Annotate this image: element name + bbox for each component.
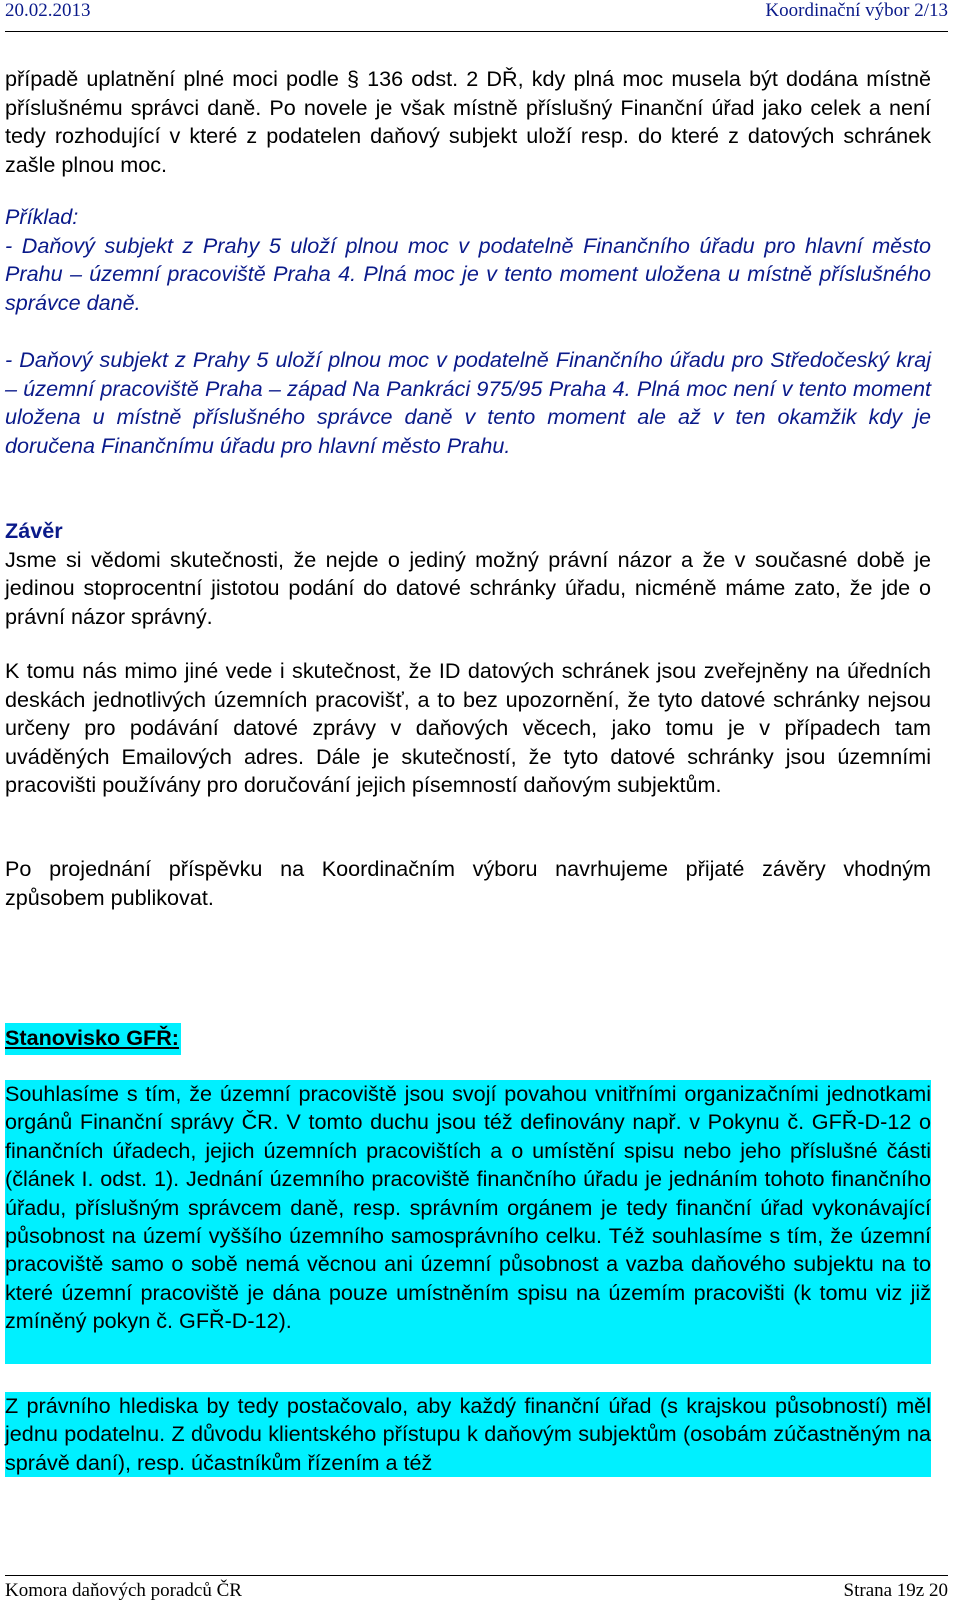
gfr-paragraph-1-text: Souhlasíme s tím, že územní pracoviště jsou svojí povahou vnitřními organizačními jednotkami orgánů Finanční správy ČR. V tomto duchu jsou též definovány např. v Pokynu č. GFŘ-D-12 o finančních úřadech, jejich územních pracovištích a o umístění spisu nebo jeho příslušné části (článek I. odst. 1). Jednání územního pracoviště finančního úřadu je jednáním tohoto finančního úřadu, příslušným správcem daně, resp. správním orgánem je tedy finanční úřad vykonávající působnost na území vyššího územního samosprávního celku. Též souhlasíme s tím, že územní pracoviště samo o sobě nemá věcnou ani územní působnost a vazba daňového subjektu na to které územní pracoviště je dána pouze umístněním spisu na územím pracovišti (k tomu viz již zmíněný pokyn č. GFŘ-D-12).	[5, 1081, 931, 1334]
header-divider	[5, 31, 948, 32]
header-date: 20.02.2013	[5, 0, 91, 21]
example-item-2: - Daňový subjekt z Prahy 5 uloží plnou moc v podatelně Finančního úřadu pro Středočeský kraj – územní pracoviště Praha – západ Na Pankráci 975/95 Praha 4. Plná moc není v tento moment uložena u místně příslušného správce daně v tento moment ale až v ten okamžik kdy je doručena Finančnímu úřadu pro hlavní město Prahu.	[5, 347, 931, 458]
footer-organization: Komora daňových poradců ČR	[5, 1580, 242, 1601]
example-label: Příklad:	[5, 204, 79, 229]
page-footer	[5, 1580, 948, 1602]
footer-page-number: Strana 19z 20	[843, 1580, 948, 1601]
footer-divider	[5, 1575, 948, 1576]
paragraph-reasoning: K tomu nás mimo jiné vede i skutečnost, že ID datových schránek jsou zveřejněny na úředních deskách jednotlivých územních pracovišť, a to bez upozornění, že tyto datové schránky nejsou určeny pro podávání datové zprávy v daňových věcech, jako tomu je v případech tam uváděných Emailových adres. Dále je skutečností, že tyto datové schránky jsou územními pracovišti používány pro doručování jejich písemností daňovým subjektům.	[5, 658, 931, 798]
example-item-1: - Daňový subjekt z Prahy 5 uloží plnou moc v podatelně Finančního úřadu pro hlavní město Prahu – územní pracoviště Praha 4. Plná moc je v tento moment uložena u místně příslušného správce daně.	[5, 232, 931, 315]
conclusion-text: Jsme si vědomi skutečnosti, že nejde o jediný možný právní názor a že v současné době je jedinou stoprocentní jistotou podání do datové schránky úřadu, nicméně máme zato, že jde o právní názor správný.	[5, 546, 931, 629]
gfr-paragraph-1	[5, 1080, 931, 1364]
paragraph-intro: případě uplatnění plné moci podle § 136 odst. 2 DŘ, kdy plná moc musela být dodána místně příslušnému správci daně. Po novele je však místně příslušný Finanční úřad jako celek a není tedy rozhodující v které z podatelen daňový subjekt uloží resp. do které z datových schránek zašle plnou moc.	[5, 66, 931, 177]
gfr-paragraph-2	[5, 1392, 931, 1477]
gfr-paragraph-2-text: Z právního hlediska by tedy postačovalo, aby každý finanční úřad (s krajskou působností) měl jednu podatelnu. Z důvodu klientského přístupu k daňovým subjektům (osobám zúčastněným na správě daní), resp. účastníkům řízením a též	[5, 1393, 931, 1475]
conclusion-title: Závěr	[5, 518, 63, 543]
paragraph-proposal: Po projednání příspěvku na Koordinačním výboru navrhujeme přijaté závěry vhodným způsobem publikovat.	[5, 856, 931, 910]
gfr-statement-title: Stanovisko GFŘ:	[5, 1023, 181, 1055]
conclusion-block	[5, 517, 931, 631]
page-header	[5, 0, 948, 24]
header-section: Koordinační výbor 2/13	[765, 0, 948, 21]
example-block-1	[5, 203, 931, 317]
